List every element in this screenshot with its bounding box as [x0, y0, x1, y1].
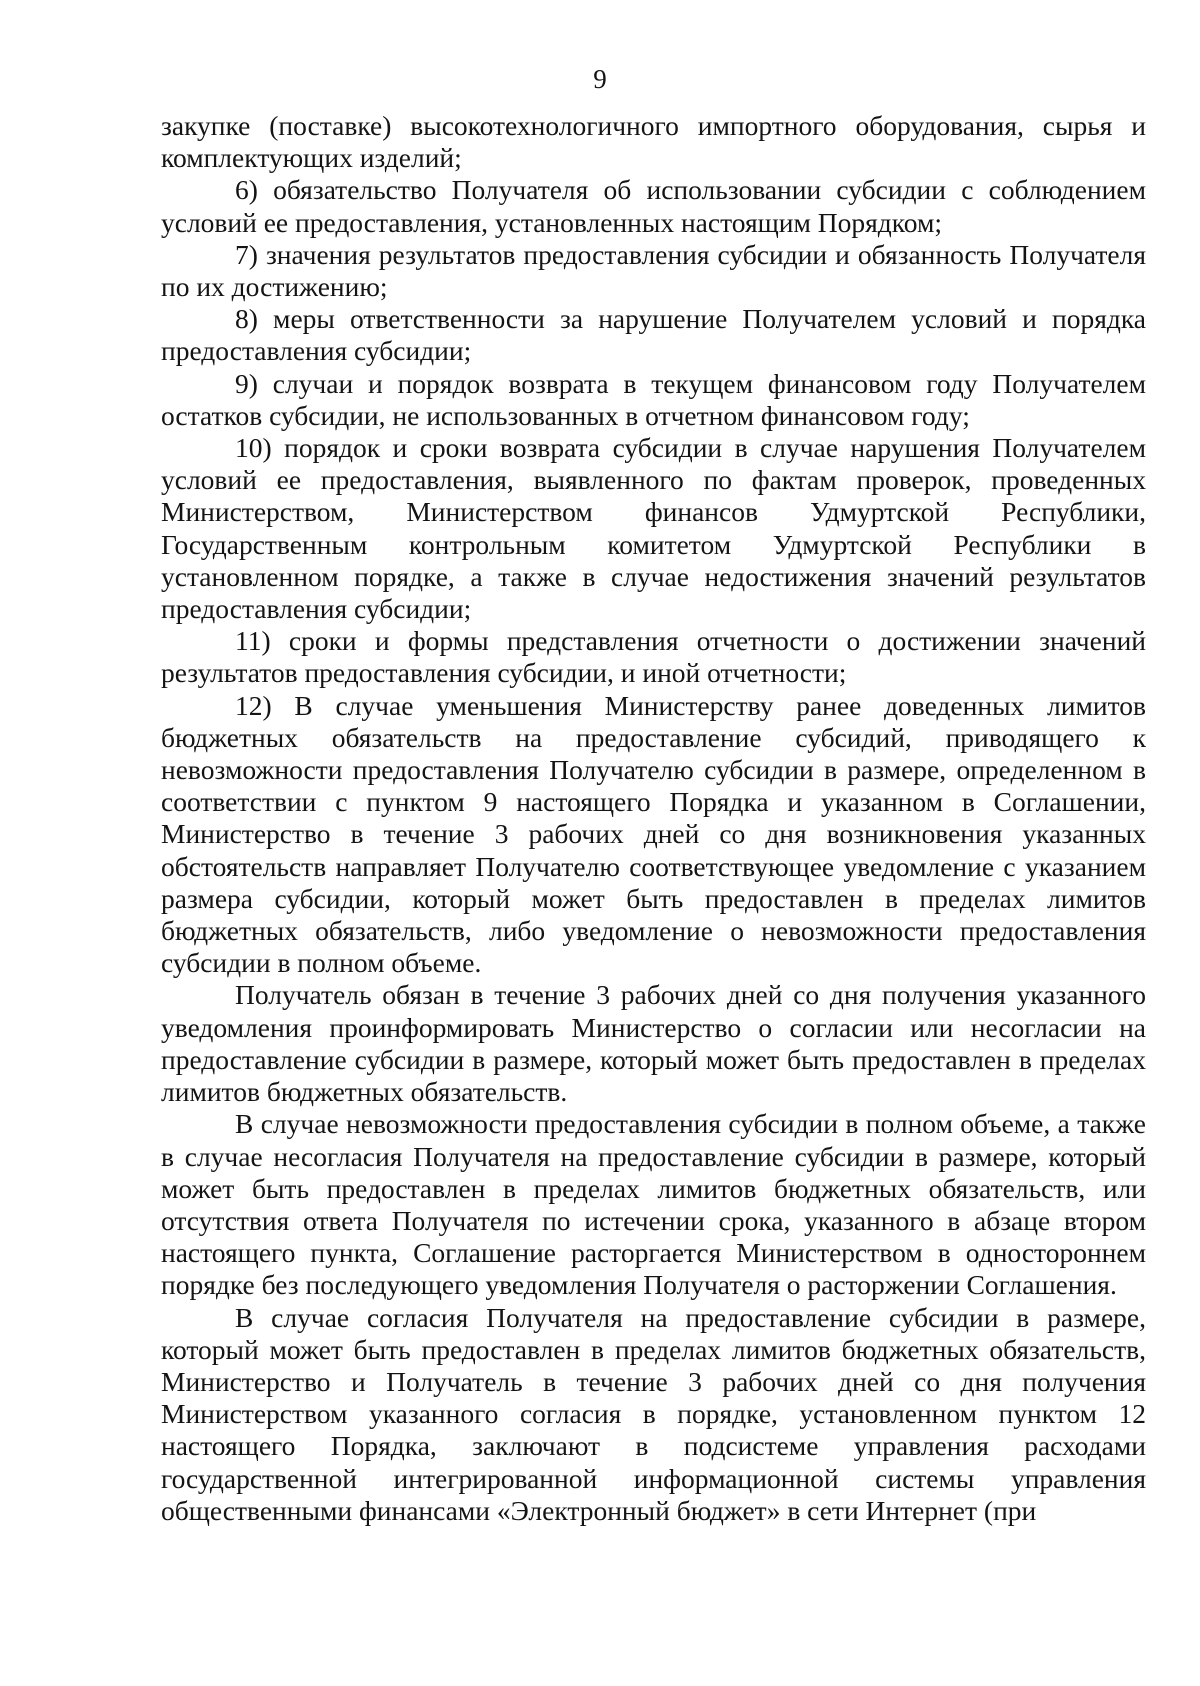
paragraph-item-12: 12) В случае уменьшения Министерству ранее доведенных лимитов бюджетных обязательств на предоставление субсидий, приводящего к невозможности предоставления Получателю субсидии в размере, определенном в соответствии с пунктом 9 настоящего Порядка и указанном в Соглашении, Министерство в течение 3 рабочих дней со дня возникновения указанных обстоятельств направляет Получателю соответствующее уведомление с указанием размера субсидии, который может быть предоставлен в пределах лимитов бюджетных обязательств, либо уведомление о невозможности предоставления субсидии в полном объеме. [161, 689, 1146, 979]
paragraph-item-6: 6) обязательство Получателя об использовании субсидии с соблюдением условий ее предоставления, установленных настоящим Порядком; [161, 174, 1146, 238]
document-body [161, 110, 1146, 1527]
paragraph-consent: В случае согласия Получателя на предоставление субсидии в размере, который может быть предоставлен в пределах лимитов бюджетных обязательств, Министерство и Получатель в течение 3 рабочих дней со дня получения Министерством указанного согласия в порядке, установленном пунктом 12 настоящего Порядка, заключают в подсистеме управления расходами государственной интегрированной информационной системы управления общественными финансами «Электронный бюджет» в сети Интернет (при [161, 1301, 1146, 1526]
paragraph-item-10: 10) порядок и сроки возврата субсидии в случае нарушения Получателем условий ее предоставления, выявленного по фактам проверок, проведенных Министерством, Министерством финансов Удмуртской Республики, Государственным контрольным комитетом Удмуртской Республики в установленном порядке, а также в случае недостижения значений результатов предоставления субсидии; [161, 432, 1146, 625]
paragraph-item-11: 11) сроки и формы представления отчетности о достижении значений результатов предоставления субсидии, и иной отчетности; [161, 625, 1146, 689]
paragraph-recipient-obligation: Получатель обязан в течение 3 рабочих дней со дня получения указанного уведомления проинформировать Министерство о согласии или несогласии на предоставление субсидии в размере, который может быть предоставлен в пределах лимитов бюджетных обязательств. [161, 979, 1146, 1108]
page-number: 9 [593, 64, 607, 94]
paragraph-item-8: 8) меры ответственности за нарушение Получателем условий и порядка предоставления субсидии; [161, 303, 1146, 367]
paragraph-item-9: 9) случаи и порядок возврата в текущем финансовом году Получателем остатков субсидии, не использованных в отчетном финансовом году; [161, 367, 1146, 431]
paragraph-continuation: закупке (поставке) высокотехнологичного импортного оборудования, сырья и комплектующих изделий; [161, 110, 1146, 174]
paragraph-item-7: 7) значения результатов предоставления субсидии и обязанность Получателя по их достижению; [161, 238, 1146, 303]
paragraph-termination: В случае невозможности предоставления субсидии в полном объеме, а также в случае несогласия Получателя на предоставление субсидии в размере, который может быть предоставлен в пределах лимитов бюджетных обязательств, или отсутствия ответа Получателя по истечении срока, указанного в абзаце втором настоящего пункта, Соглашение расторгается Министерством в одностороннем порядке без последующего уведомления Получателя о расторжении Соглашения. [161, 1108, 1146, 1301]
